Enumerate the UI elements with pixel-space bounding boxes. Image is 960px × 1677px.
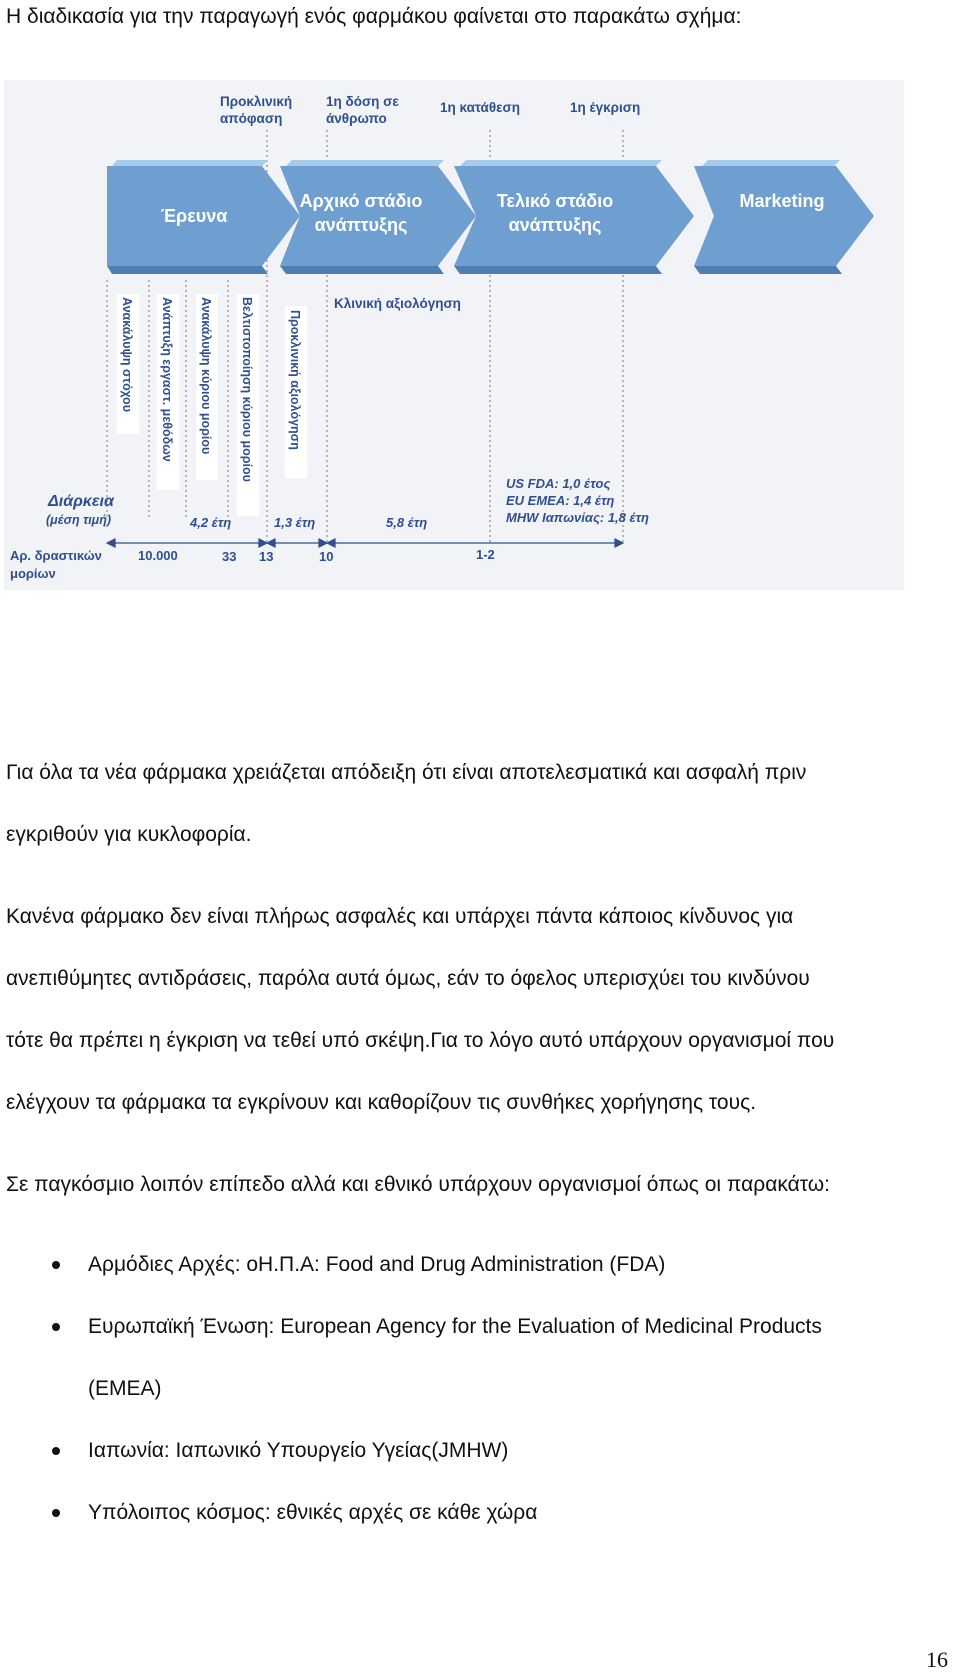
drug-development-diagram [4,80,960,628]
duration-value: 5,8 έτη [386,515,428,530]
research-step-label: Ανακάλυψη στόχου [120,297,134,412]
list-item-text: Υπόλοιπος κόσμος: εθνικές αρχές σε κάθε χώρα [88,1501,538,1524]
page-number: 16 [926,1647,948,1672]
approval-time: MHW Ιαπωνίας: 1,8 έτη [506,510,649,525]
milestone-label: 1η δόση σε [326,94,399,109]
molecule-count: 10 [319,549,334,564]
milestone-label: 1η έγκριση [570,100,641,115]
duration-label: Διάρκεια [48,493,114,510]
molecule-count: 1-2 [476,547,495,562]
molecule-count: 13 [259,549,274,564]
list-item-text: Ιαπωνία: Ιαπωνικό Υπουργείο Υγείας(JMHW) [88,1439,509,1462]
stage-label-early-development: Αρχικό στάδιο [299,191,423,211]
milestone-label: Προκλινική [220,94,293,109]
stage-label-research: Έρευνα [160,206,228,226]
bullet-icon [52,1323,60,1331]
paragraph-line: εγκριθούν για κυκλοφορία. [6,823,252,846]
list-item-continuation [88,1358,946,1420]
molecules-label: μορίων [10,566,56,581]
paragraph-line: Κανένα φάρμακο δεν είναι πλήρως ασφαλές και υπάρχει πάντα κάποιος κίνδυνος για [6,905,794,928]
stage-label-early-development: ανάπτυξης [314,215,408,235]
research-step-label: Ανακάλυψη κύριου μορίου [199,297,213,455]
paragraph-line: ελέγχουν τα φάρμακα τα εγκρίνουν και καθορίζουν τις συνθήκες χορήγησης τους. [6,1091,757,1114]
clinical-evaluation-label: Κλινική αξιολόγηση [334,296,461,311]
milestone-label: 1η κατάθεση [440,100,521,115]
molecule-count: 10.000 [138,548,178,563]
stage-label-late-development: Τελικό στάδιο [496,191,614,211]
list-item-text: Ευρωπαϊκή Ένωση: European Agency for the Evaluation of Medicinal Products [88,1315,822,1338]
bullet-icon [52,1509,60,1517]
approval-time: US FDA: 1,0 έτος [506,476,611,491]
list-item [88,1296,946,1358]
list-item-text: Αρμόδιες Αρχές: οΗ.Π.Α: Food and Drug Administration (FDA) [88,1253,666,1276]
duration-value: 1,3 έτη [274,515,316,530]
molecule-count: 33 [222,549,237,564]
molecules-label: Αρ. δραστικών [10,548,102,563]
research-step-label: Προκλινική αξιολόγηση [288,310,302,450]
approval-time: EU EMEA: 1,4 έτη [506,493,615,508]
research-step-label: Ανάπτυξη εργαστ. μεθόδων [160,297,174,462]
stage-label-late-development: ανάπτυξης [508,215,602,235]
paragraph-line: ανεπιθύμητες αντιδράσεις, παρόλα αυτά όμως, εάν το όφελος υπερισχύει του κινδύνου [6,967,810,990]
list-item [88,1420,946,1482]
stage-label-marketing: Marketing [739,191,825,211]
list-item-text: (EMEA) [88,1377,162,1400]
paragraph-line: τότε θα πρέπει η έγκριση να τεθεί υπό σκέψη.Για το λόγο αυτό υπάρχουν οργανισμοί που [6,1029,835,1052]
body-text [6,742,946,1544]
list-item [88,1234,946,1296]
milestone-label: απόφαση [220,111,283,126]
paragraph-line: Για όλα τα νέα φάρμακα χρειάζεται απόδειξη ότι είναι αποτελεσματικά και ασφαλή πριν [6,761,807,784]
intro-sentence: Η διαδικασία για την παραγωγή ενός φαρμάκου φαίνεται στο παρακάτω σχήμα: [6,5,742,28]
research-step-label: Βελτιστοποίηση κύριου μορίου [240,297,254,482]
duration-sublabel: (μέση τιμή) [46,513,112,527]
duration-value: 4,2 έτη [190,515,232,530]
bullet-icon [52,1447,60,1455]
paragraph-line: Σε παγκόσμιο λοιπόν επίπεδο αλλά και εθνικό υπάρχουν οργανισμοί όπως οι παρακάτω: [6,1173,830,1196]
milestone-label: άνθρωπο [326,111,387,126]
agencies-list [6,1234,946,1544]
list-item [88,1482,946,1544]
bullet-icon [52,1261,60,1269]
